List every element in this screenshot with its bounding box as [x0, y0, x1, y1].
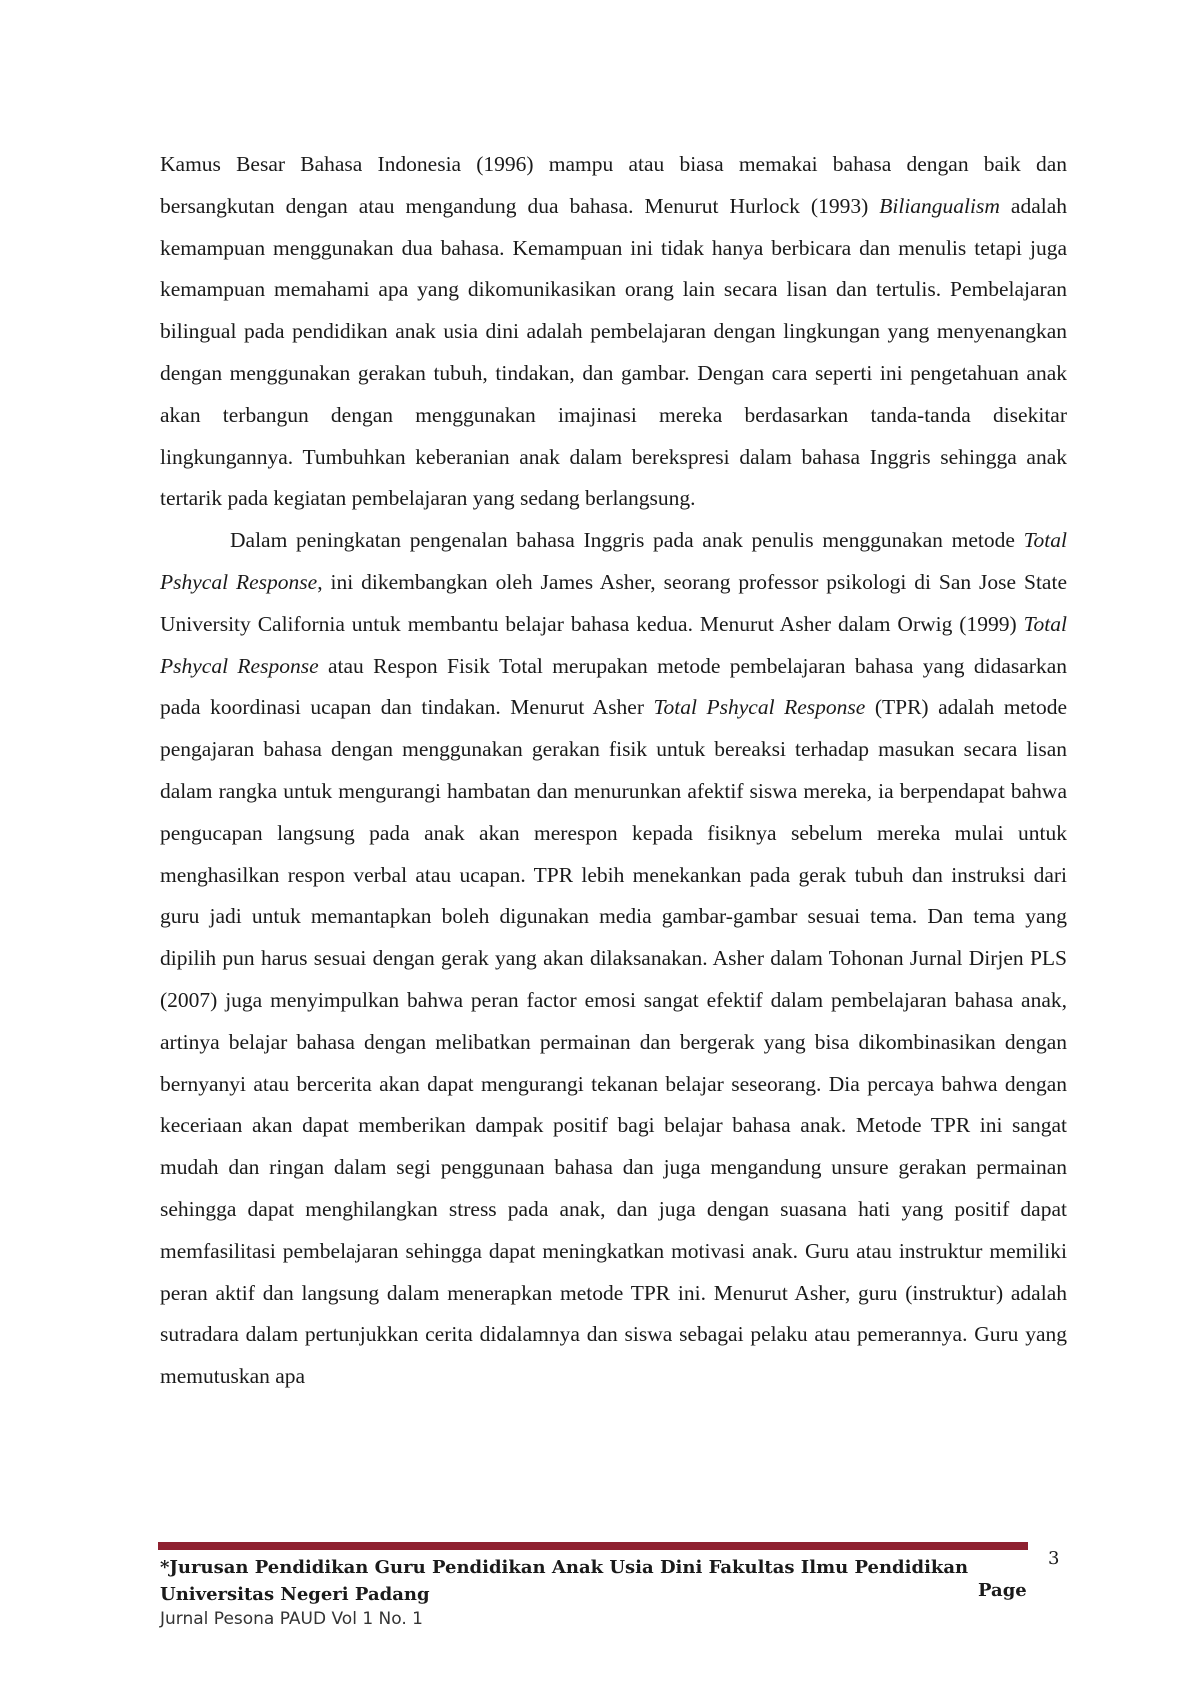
italic-term: Biliangualism	[879, 193, 1000, 218]
author-affiliation	[160, 1554, 969, 1608]
affiliation-line-2: Universitas Negeri Padang	[160, 1584, 430, 1605]
text-run: adalah kemampuan menggunakan dua bahasa. Kemampuan ini tidak hanya berbicara dan menulis tetapi juga kemampuan memahami apa yang dikomunikasikan orang lain secara lisan dan tertulis. Pembelajaran bilingual pada pendidikan anak usia dini adalah pembelajaran dengan lingkungan yang menyenangkan dengan menggunakan gerakan tubuh, tindakan, dan gambar. Dengan cara seperti ini pengetahuan anak akan terbangun dengan menggunakan imajinasi mereka berdasarkan tanda-tanda disekitar lingkungannya. Tumbuhkan keberanian anak dalam berekspresi dalam bahasa Inggris sehingga anak tertarik pada kegiatan pembelajaran yang sedang berlangsung.	[160, 193, 1067, 511]
text-run: atau Respon Fisik Total merupakan metode pembelajaran bahasa yang didasarkan pada koordinasi ucapan dan tindakan. Menurut Asher	[160, 653, 1067, 720]
footer-rule	[158, 1542, 1028, 1550]
text-run: Kamus Besar Bahasa Indonesia (1996) mampu atau biasa memakai bahasa dengan baik dan bersangkutan dengan atau mengandung dua bahasa. Menurut Hurlock (1993)	[160, 152, 1067, 218]
article-body	[160, 144, 1067, 1398]
text-run: (TPR) adalah metode pengajaran bahasa dengan menggunakan gerakan fisik untuk bereaksi terhadap masukan secara lisan dalam rangka untuk mengurangi hambatan dan menurunkan afektif siswa mereka, ia berpendapat bahwa pengucapan langsung pada anak akan merespon kepada fisiknya sebelum mereka mulai untuk menghasilkan respon verbal atau ucapan. TPR lebih menekankan pada gerak tubuh dan instruksi dari guru jadi untuk memantapkan boleh digunakan media gambar-gambar sesuai tema. Dan tema yang dipilih pun harus sesuai dengan gerak yang akan dilaksanakan. Asher dalam Tohonan Jurnal Dirjen PLS (2007) juga menyimpulkan bahwa peran factor emosi sangat efektif dalam pembelajaran bahasa anak, artinya belajar bahasa dengan melibatkan permainan dan bergerak yang bisa dikombinasikan dengan bernyanyi atau bercerita akan dapat mengurangi tekanan belajar seseorang. Dia percaya bahwa dengan keceriaan akan dapat memberikan dampak positif bagi belajar bahasa anak. Metode TPR ini sangat mudah dan ringan dalam segi penggunaan bahasa dan juga mengandung unsure gerakan permainan sehingga dapat menghilangkan stress pada anak, dan juga dengan suasana hati yang positif dapat memfasilitasi pembelajaran sehingga dapat meningkatkan motivasi anak. Guru atau instruktur memiliki peran aktif dan langsung dalam menerapkan metode TPR ini. Menurut Asher, guru (instruktur) adalah sutradara dalam pertunjukkan cerita didalamnya dan siswa sebagai pelaku atau pemerannya. Guru yang memutuskan apa	[160, 695, 1067, 1389]
journal-name: Jurnal Pesona PAUD Vol 1 No. 1	[160, 1609, 423, 1629]
italic-term: Total Pshycal Response	[160, 528, 1067, 594]
text-run: Dalam peningkatan pengenalan bahasa Inggris pada anak penulis menggunakan metode	[230, 528, 1024, 553]
paragraph-2	[160, 520, 1067, 1398]
page-number: 3	[1048, 1548, 1060, 1569]
italic-term: Total Pshycal Response	[160, 611, 1067, 678]
text-run: , ini dikembangkan oleh James Asher, seorang professor psikologi di San Jose State University California untuk membantu belajar bahasa kedua. Menurut Asher dalam Orwig (1999)	[160, 569, 1067, 636]
paragraph-1	[160, 144, 1067, 520]
affiliation-line-1: *Jurusan Pendidikan Guru Pendidikan Anak Usia Dini Fakultas Ilmu Pendidikan	[160, 1557, 969, 1578]
italic-term: Total Pshycal Response	[653, 695, 866, 720]
page-label: Page	[978, 1580, 1027, 1601]
